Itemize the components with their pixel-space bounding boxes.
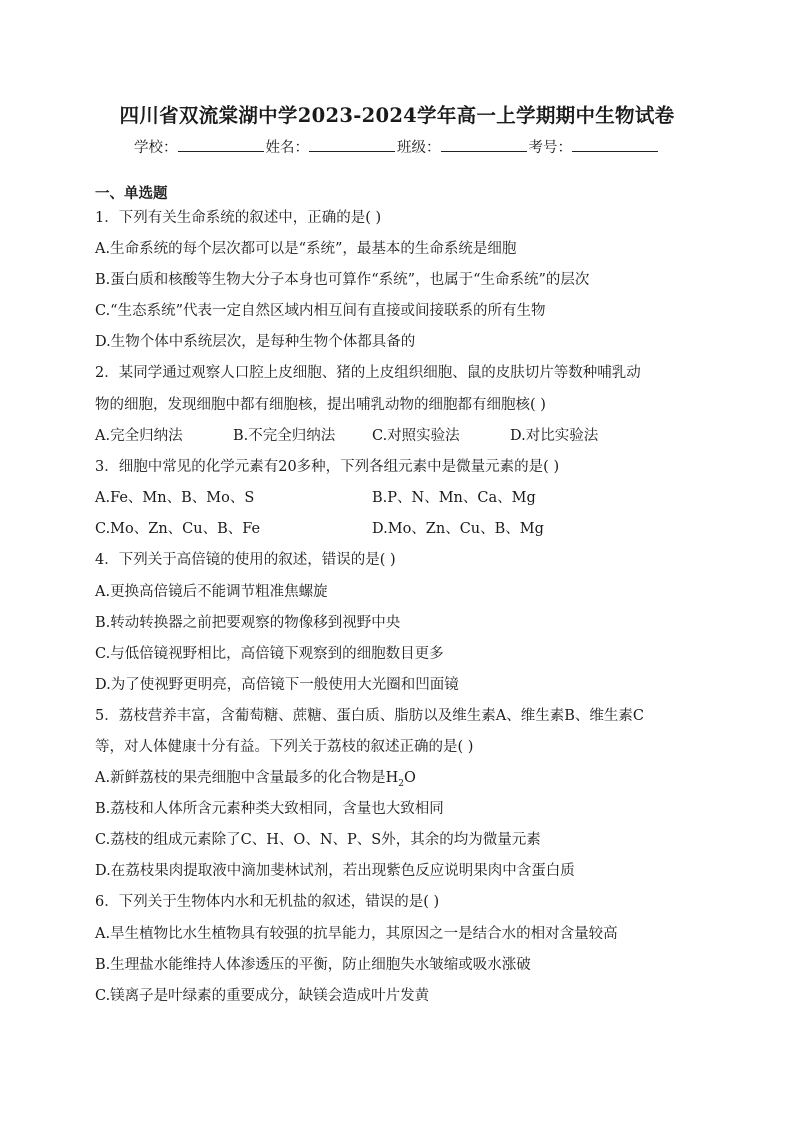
school-blank[interactable] (178, 137, 264, 152)
q2-option-c: C.对照实验法 (372, 428, 460, 444)
q3-stem: 3．细胞中常见的化学元素有20多种，下列各组元素中是微量元素的是( ) (95, 459, 560, 475)
q5-option-a-suffix: O (403, 770, 416, 786)
q5-option-a (95, 766, 416, 789)
q6-option-a: A.旱生植物比水生植物具有较强的抗旱能力，其原因之一是结合水的相对含量较高 (95, 926, 618, 942)
section-title: 一、单选题 (95, 185, 168, 202)
school-label: 学校： (134, 140, 178, 156)
q1-option-a: A.生命系统的每个层次都可以是“系统”，最基本的生命系统是细胞 (95, 241, 517, 257)
q1-option-d: D.生物个体中系统层次，是每种生物个体都具备的 (95, 334, 416, 350)
number-label: 考号： (528, 140, 572, 156)
q5-option-b: B.荔枝和人体所含元素种类大致相同，含量也大致相同 (95, 801, 444, 817)
q5-stem-line1: 5．荔枝营养丰富，含葡萄糖、蔗糖、蛋白质、脂肪以及维生素A、维生素B、维生素C (95, 708, 644, 724)
q5-option-d: D.在荔枝果肉提取液中滴加斐林试剂，若出现紫色反应说明果肉中含蛋白质 (95, 863, 575, 879)
q2-option-b: B.不完全归纳法 (233, 428, 336, 444)
q2-stem-line1: 2．某同学通过观察人口腔上皮细胞、猪的上皮组织细胞、鼠的皮肤切片等数种哺乳动 (95, 365, 641, 381)
q1-option-c: C.“生态系统”代表一定自然区域内相互间有直接或间接联系的所有生物 (95, 303, 546, 319)
q5-option-a-subscript: 2 (398, 778, 404, 789)
q5-stem-line2: 等，对人体健康十分有益。下列关于荔枝的叙述正确的是( ) (95, 739, 474, 755)
q5-option-a-text: A.新鲜荔枝的果壳细胞中含量最多的化合物是H (95, 770, 399, 786)
q4-stem: 4．下列关于高倍镜的使用的叙述，错误的是( ) (95, 552, 396, 568)
exam-title: 四川省双流棠湖中学2023-2024学年高一上学期期中生物试卷 (119, 104, 675, 127)
class-label: 班级： (397, 140, 441, 156)
name-blank[interactable] (309, 137, 395, 152)
q4-option-c: C.与低倍镜视野相比，高倍镜下观察到的细胞数目更多 (95, 646, 444, 662)
number-blank[interactable] (572, 137, 658, 152)
q1-option-b: B.蛋白质和核酸等生物大分子本身也可算作“系统”，也属于“生命系统”的层次 (95, 272, 590, 288)
class-blank[interactable] (441, 137, 527, 152)
q3-option-a: A.Fe、Mn、B、Mo、S (95, 490, 255, 506)
q6-stem: 6．下列关于生物体内水和无机盐的叙述，错误的是( ) (95, 894, 440, 910)
q6-option-c: C.镁离子是叶绿素的重要成分，缺镁会造成叶片发黄 (95, 988, 430, 1004)
q3-option-d: D.Mo、Zn、Cu、B、Mg (372, 521, 544, 537)
q3-option-b: B.P、N、Mn、Ca、Mg (372, 490, 536, 506)
q4-option-a: A.更换高倍镜后不能调节粗准焦螺旋 (95, 584, 328, 600)
q2-option-a: A.完全归纳法 (95, 428, 183, 444)
q1-stem: 1．下列有关生命系统的叙述中，正确的是( ) (95, 210, 382, 226)
student-info-row (0, 136, 794, 157)
q4-option-b: B.转动转换器之前把要观察的物像移到视野中央 (95, 615, 401, 631)
q2-stem-line2: 物的细胞，发现细胞中都有细胞核，提出哺乳动物的细胞都有细胞核( ) (95, 397, 546, 413)
q3-option-c: C.Mo、Zn、Cu、B、Fe (95, 521, 261, 537)
q6-option-b: B.生理盐水能维持人体渗透压的平衡，防止细胞失水皱缩或吸水涨破 (95, 957, 531, 973)
name-label: 姓名： (265, 140, 309, 156)
q2-option-d: D.对比实验法 (510, 428, 599, 444)
q4-option-d: D.为了使视野更明亮，高倍镜下一般使用大光圈和凹面镜 (95, 677, 459, 693)
q5-option-c: C.荔枝的组成元素除了C、H、O、N、P、S外，其余的均为微量元素 (95, 832, 541, 848)
